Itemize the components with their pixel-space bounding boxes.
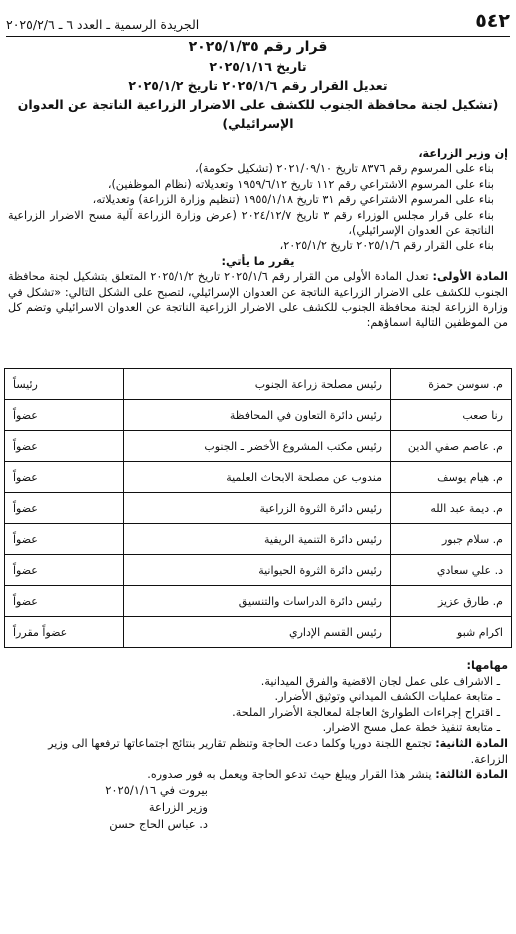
member-role: عضواً: [5, 431, 124, 462]
table-row: [5, 555, 512, 586]
member-name: م. ديمة عبد الله: [391, 493, 512, 524]
member-role: عضواً: [5, 462, 124, 493]
tasks-heading: مهامها:: [466, 659, 508, 672]
decision-number: قرار رقم ٢٠٢٥/١/٣٥: [188, 39, 328, 55]
decision-date: تاريخ ٢٠٢٥/١/١٦: [209, 59, 307, 74]
member-role: عضواً: [5, 493, 124, 524]
table-row: [5, 524, 512, 555]
member-position: رئيس مكتب المشروع الأخضر ـ الجنوب: [124, 431, 391, 462]
member-role: عضواً: [5, 524, 124, 555]
signature-place-date: بيروت في ٢٠٢٥/١/١٦: [105, 783, 208, 797]
article-1: [8, 269, 508, 331]
article-3-text: ينشر هذا القرار ويبلغ حيث تدعو الحاجة ويعمل به فور صدوره.: [147, 768, 436, 782]
article-2-text: تجتمع اللجنة دوريا وكلما دعت الحاجة وتنظم تقارير بنتائج اجتماعاتها ترفعها الى وزير الزراعة.: [48, 736, 508, 766]
legal-basis-3: بناء على المرسوم الاشتراعي رقم ٣١ تاريخ ١٩٥٥/١/١٨ (تنظيم وزارة الزراعة) وتعديلاته،: [92, 193, 494, 207]
member-role: رئيساً: [5, 369, 124, 400]
task-item: ـ متابعة تنفيذ خطة عمل مسح الاضرار.: [322, 721, 500, 735]
task-item: ـ متابعة عمليات الكشف الميداني وتوثيق الأضرار.: [274, 690, 500, 704]
member-role: عضواً مقرراً: [5, 617, 124, 648]
member-position: رئيس دائرة الدراسات والتنسيق: [124, 586, 391, 617]
table-row: [5, 586, 512, 617]
article-1-label: المادة الأولى:: [432, 270, 509, 284]
member-role: عضواً: [5, 400, 124, 431]
legal-basis-2: بناء على المرسوم الاشتراعي رقم ١١٢ تاريخ ١٩٥٩/٦/١٢ وتعديلاته (نظام الموظفين)،: [107, 177, 494, 191]
member-position: رئيس دائرة التعاون في المحافظة: [124, 400, 391, 431]
decision-subject: (تشكيل لجنة محافظة الجنوب للكشف على الاضرار الزراعية الناتجة عن العدوان الإسرائيلي): [17, 97, 499, 131]
article-1-text: تعدل المادة الأولى من القرار رقم ٢٠٢٥/١/٦ تاريخ ٢٠٢٥/١/٢ المتعلق بتشكيل لجنة محافظة الجنوب للكشف على الاضرار الزراعية الناتجة عن العدوان الإسرائيلي، لتصبح على الشكل التالي: «تشكل في وزارة الزراعة لجنة محافظة الجنوب للكشف على الاضرار الزراعية الناتجة عن العدوان الاسرائيلي وتضم كل من الموظفين التالية اسماؤهم:: [8, 270, 508, 330]
member-name: م. سوسن حمزة: [391, 369, 512, 400]
members-table: [4, 368, 512, 648]
member-role: عضواً: [5, 586, 124, 617]
member-position: مندوب عن مصلحة الابحاث العلمية: [124, 462, 391, 493]
task-item: ـ الاشراف على عمل لجان الاقضية والفرق الميدانية.: [260, 674, 500, 688]
member-role: عضواً: [5, 555, 124, 586]
decides-line: يقرر ما يأتي:: [221, 254, 295, 268]
table-row: [5, 462, 512, 493]
legal-basis-4: بناء على قرار مجلس الوزراء رقم ٣ تاريخ ٢٠٢٤/١٢/٧ (عرض وزارة الزراعة آلية مسح الاضرار الزراعية الناتجة عن العدوان الإسرائيلي)،: [8, 208, 494, 238]
member-name: م. طارق عزيز: [391, 586, 512, 617]
decision-amendment: تعديل القرار رقم ٢٠٢٥/١/٦ تاريخ ٢٠٢٥/١/٢: [128, 78, 388, 93]
signature-name: د. عباس الحاج حسن: [109, 817, 208, 831]
table-row: [5, 493, 512, 524]
legal-basis-5: بناء على القرار رقم ٢٠٢٥/١/٦ تاريخ ٢٠٢٥/١/٢،: [279, 239, 494, 253]
table-row: [5, 400, 512, 431]
article-3-label: المادة الثالثة:: [435, 768, 508, 782]
signature-block: [8, 782, 208, 833]
table-row: [5, 369, 512, 400]
article-2: [8, 736, 508, 767]
legal-basis-1: بناء على المرسوم رقم ٨٣٧٦ تاريخ ٢٠٢١/٠٩/١٠ (تشكيل حكومة)،: [194, 162, 494, 176]
article-3: [8, 767, 508, 783]
member-name: رنا صعب: [391, 400, 512, 431]
member-name: م. سلام جبور: [391, 524, 512, 555]
decision-body: [8, 146, 508, 331]
member-name: د. علي سعادي: [391, 555, 512, 586]
task-item: ـ اقتراح إجراءات الطوارئ العاجلة لمعالجة الأضرار الملحة.: [232, 705, 500, 719]
gazette-issue-title: الجريدة الرسمية ـ العدد ٦ ـ ٢٠٢٥/٢/٦: [6, 17, 200, 32]
member-position: رئيس دائرة الثروة الحيوانية: [124, 555, 391, 586]
minister-line: إن وزير الزراعة،: [418, 147, 508, 160]
member-position: رئيس مصلحة زراعة الجنوب: [124, 369, 391, 400]
decision-title-block: [10, 38, 506, 133]
table-row: [5, 431, 512, 462]
page-number: ٥٤٢: [475, 10, 510, 32]
signature-title: وزير الزراعة: [148, 800, 208, 814]
member-name: اكرام شبو: [391, 617, 512, 648]
tasks-section: [8, 658, 508, 783]
member-position: رئيس دائرة الثروة الزراعية: [124, 493, 391, 524]
member-position: رئيس دائرة التنمية الريفية: [124, 524, 391, 555]
table-row: [5, 617, 512, 648]
member-name: م. عاصم صفي الدين: [391, 431, 512, 462]
member-name: م. هيام يوسف: [391, 462, 512, 493]
member-position: رئيس القسم الإداري: [124, 617, 391, 648]
article-2-label: المادة الثانية:: [435, 736, 508, 750]
page-header: [6, 8, 510, 37]
